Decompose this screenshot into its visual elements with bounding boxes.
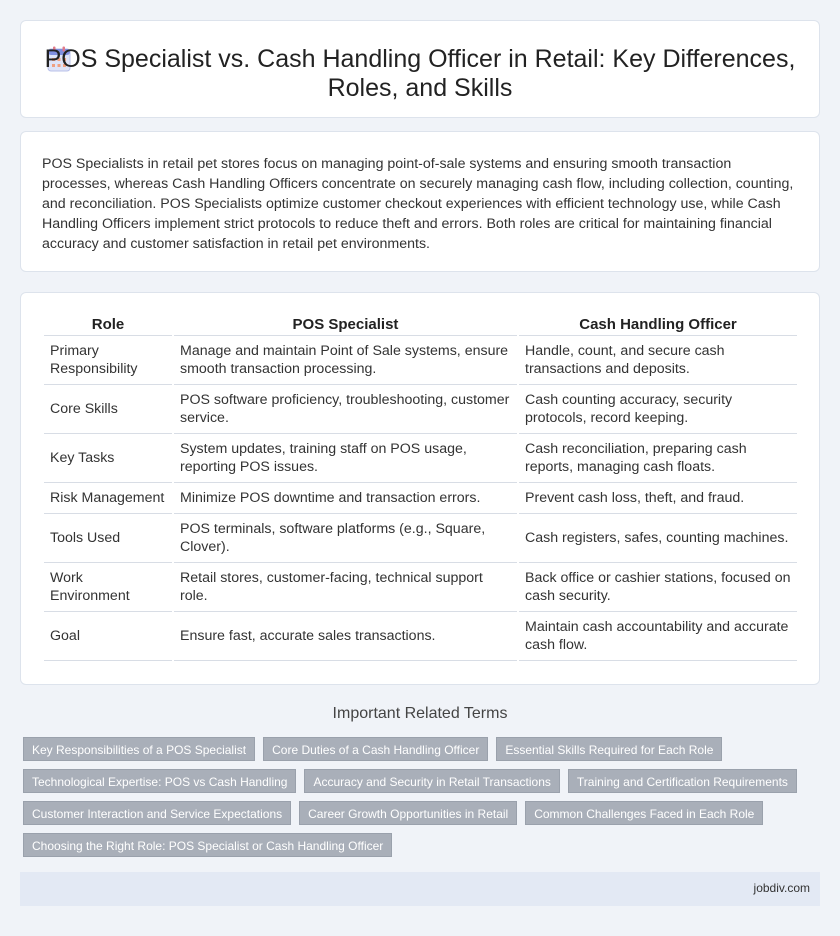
row-label: Tools Used xyxy=(44,514,172,563)
table-row xyxy=(44,514,797,563)
table-row xyxy=(44,612,797,661)
cash-cell: Maintain cash accountability and accurate cash flow. xyxy=(519,612,797,661)
related-terms-title: Important Related Terms xyxy=(332,705,508,722)
table-row xyxy=(44,483,797,514)
related-term-link[interactable]: Core Duties of a Cash Handling Officer xyxy=(263,737,488,761)
related-term-link[interactable]: Technological Expertise: POS vs Cash Handling xyxy=(23,769,296,793)
header-cash-handling-officer: Cash Handling Officer xyxy=(519,314,797,336)
pos-cell: Ensure fast, accurate sales transactions. xyxy=(174,612,517,661)
intro-paragraph: POS Specialists in retail pet stores focus on managing point-of-sale systems and ensuring smooth transaction processes, whereas Cash Handling Officers concentrate on securely managing cash flow, including collection, counting, and reconciliation. POS Specialists optimize customer checkout experiences with efficient technology use, while Cash Handling Officers implement strict protocols to reduce theft and errors. Both roles are critical for maintaining financial accuracy and customer satisfaction in retail pet environments. xyxy=(42,156,794,252)
related-term-link[interactable]: Customer Interaction and Service Expectations xyxy=(23,801,291,825)
cash-cell: Cash counting accuracy, security protocols, record keeping. xyxy=(519,385,797,434)
related-term-link[interactable]: Key Responsibilities of a POS Specialist xyxy=(23,737,255,761)
cash-cell: Prevent cash loss, theft, and fraud. xyxy=(519,483,797,514)
header-role: Role xyxy=(44,314,172,336)
related-term-link[interactable]: Career Growth Opportunities in Retail xyxy=(299,801,517,825)
related-term-link[interactable]: Common Challenges Faced in Each Role xyxy=(525,801,763,825)
row-label: Core Skills xyxy=(44,385,172,434)
related-terms-list xyxy=(23,737,813,865)
pos-cell: Manage and maintain Point of Sale systems, ensure smooth transaction processing. xyxy=(174,336,517,385)
page-title: POS Specialist vs. Cash Handling Officer in Retail: Key Differences, Roles, and Skills xyxy=(44,45,796,102)
row-label: Goal xyxy=(44,612,172,661)
related-term-link[interactable]: Essential Skills Required for Each Role xyxy=(496,737,722,761)
cash-cell: Cash registers, safes, counting machines. xyxy=(519,514,797,563)
pos-cell: Minimize POS downtime and transaction errors. xyxy=(174,483,517,514)
cash-cell: Handle, count, and secure cash transactions and deposits. xyxy=(519,336,797,385)
cash-cell: Back office or cashier stations, focused on cash security. xyxy=(519,563,797,612)
related-term-link[interactable]: Training and Certification Requirements xyxy=(568,769,797,793)
related-term-link[interactable]: Choosing the Right Role: POS Specialist or Cash Handling Officer xyxy=(23,833,392,857)
row-label: Risk Management xyxy=(44,483,172,514)
comparison-table xyxy=(42,314,799,661)
related-term-link[interactable]: Accuracy and Security in Retail Transactions xyxy=(304,769,559,793)
pos-cell: POS software proficiency, troubleshooting, customer service. xyxy=(174,385,517,434)
footer-site-link[interactable]: jobdiv.com xyxy=(753,881,810,895)
table-row xyxy=(44,563,797,612)
table-row xyxy=(44,434,797,483)
footer xyxy=(20,872,820,906)
pos-cell: POS terminals, software platforms (e.g., Square, Clover). xyxy=(174,514,517,563)
pos-cell: Retail stores, customer-facing, technical support role. xyxy=(174,563,517,612)
row-label: Key Tasks xyxy=(44,434,172,483)
title-card xyxy=(20,20,820,118)
comparison-card xyxy=(20,292,820,685)
pos-cell: System updates, training staff on POS usage, reporting POS issues. xyxy=(174,434,517,483)
row-label: Work Environment xyxy=(44,563,172,612)
table-row xyxy=(44,336,797,385)
header-pos-specialist: POS Specialist xyxy=(174,314,517,336)
table-row xyxy=(44,385,797,434)
row-label: Primary Responsibility xyxy=(44,336,172,385)
intro-card xyxy=(20,131,820,272)
cash-cell: Cash reconciliation, preparing cash reports, managing cash floats. xyxy=(519,434,797,483)
